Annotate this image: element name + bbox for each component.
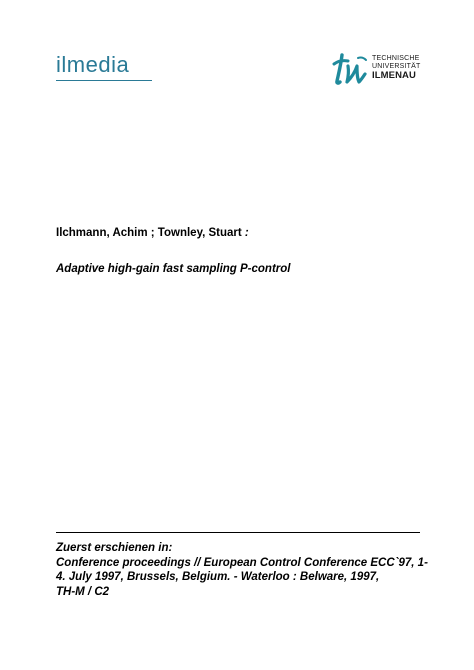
- tu-ilmenau-mark-icon: [330, 52, 370, 86]
- document-title: Adaptive high-gain fast sampling P-control: [56, 263, 291, 275]
- document-authors: [56, 227, 249, 239]
- publication-line-1: Conference proceedings // European Control Conference ECC`97, 1-: [56, 556, 428, 569]
- ilmedia-logo-text: ilmedia: [56, 52, 130, 77]
- divider: [56, 532, 420, 533]
- tu-logo-line-3: ILMENAU: [372, 70, 416, 81]
- authors-names: Ilchmann, Achim ; Townley, Stuart: [56, 227, 242, 239]
- tu-ilmenau-wordmark: [372, 55, 428, 82]
- tu-logo-line-2: UNIVERSITÄT: [372, 63, 421, 70]
- tu-ilmenau-logo: [330, 52, 426, 88]
- authors-colon: :: [241, 227, 249, 239]
- publication-heading: Zuerst erschienen in:: [56, 542, 173, 554]
- publication-line-3: TH-M / C2: [56, 585, 110, 598]
- ilmedia-logo: [56, 52, 156, 86]
- publication-line-2: 4. July 1997, Brussels, Belgium. - Waterloo : Belware, 1997,: [56, 571, 380, 583]
- tu-logo-line-1: TECHNISCHE: [372, 55, 420, 62]
- ilmedia-logo-underline: [56, 80, 152, 81]
- publication-info: [56, 541, 426, 599]
